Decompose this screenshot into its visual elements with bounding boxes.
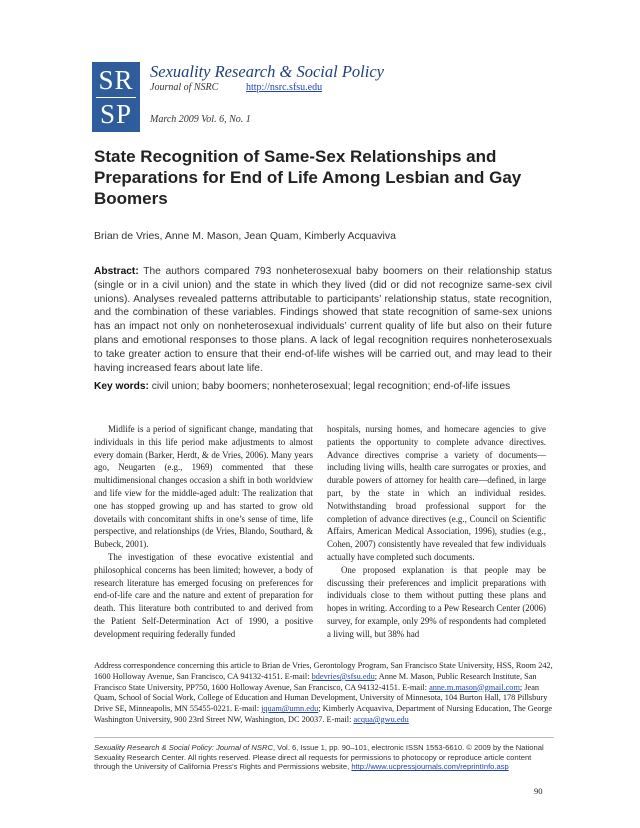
body-column-right bbox=[327, 423, 546, 641]
body-paragraph: hospitals, nursing homes, and homecare agencies to give patients the opportunity to complete advance directives. Advance directives comprise a variety of documents—including living wills, health care surrogates or proxies, and durable powers of attorney for health care—defined, in large part, by the state in which an individual resides. Notwithstanding broad professional support for the completion of advance directives (e.g., Council on Scientific Affairs, American Medical Association, 1996), studies (e.g., Cohen, 2007) consistently have revealed that few individuals actually have completed such documents. bbox=[327, 424, 546, 562]
email-link[interactable]: jquam@umn.edu bbox=[261, 704, 319, 714]
email-link[interactable]: acqua@gwu.edu bbox=[353, 714, 409, 724]
citation-footer bbox=[94, 743, 554, 772]
issue-info: March 2009 Vol. 6, No. 1 bbox=[150, 114, 251, 125]
body-paragraph: The investigation of these evocative existential and philosophical concerns has been limited; however, a body of research literature has emerged focusing on preferences for end-of-life care and the nature and extent of preparation for death. This literature both contributed to and derived from the Patient Self-Determination Act of 1990, a positive development requiring federally funded bbox=[94, 551, 313, 639]
logo-divider bbox=[96, 97, 136, 98]
abstract-text: The authors compared 793 nonheterosexual baby boomers on their relationship status (single or in a civil union) and the state in which they lived (did or did not recognize same-sex civil unions). Analyses revealed patterns attributable to participants’ relationship status, state recognition, and the combination of these variables. Findings showed that state recognition of same-sex unions has an impact not only on nonheterosexual individuals’ current quality of life but also on their future plans and emotional responses to those plans. A lack of legal recognition requires nonheterosexuals to take greater action to ensure that their end-of-life wishes will be carried out, and may lead to their having increased fears about late life. bbox=[94, 266, 552, 374]
correspondence-text: Address correspondence concerning this article to Brian de Vries, Gerontology Program, San Francisco State University, HSS, Room 242, 1600 Holloway Avenue, San Francisco, CA 94132-4151. E-mail: bbox=[94, 661, 553, 681]
journal-url-link[interactable]: http://nsrc.sfsu.edu bbox=[246, 82, 323, 93]
journal-subtitle: Journal of NSRC bbox=[150, 82, 219, 93]
logo-bottom-letters: SP bbox=[99, 98, 133, 129]
page-number: 90 bbox=[534, 786, 543, 796]
footer-text: , Vol. 6, Issue 1, pp. 90–101, electronic ISSN 1553-6610. © 2009 by the National Sexuality Research Center. All rights reserved. Please direct all requests for permissions to photocopy or reproduce article content through the University of California Press’s Rights and Permissions website, bbox=[94, 743, 544, 772]
logo-top-letters: SR bbox=[98, 64, 134, 95]
keywords bbox=[94, 381, 552, 392]
abstract bbox=[94, 265, 552, 375]
correspondence-text: ; Anne M. Mason, Public Research Institute, San Francisco State University, PP750, 1600 Holloway Avenue, San Francisco, CA 94132-4151. E-mail: bbox=[94, 671, 537, 692]
body-paragraph: Midlife is a period of significant change, mandating that individuals in this life period make adjustments to almost every domain (Barker, Herdt, & de Vries, 2006). Many years ago, Neugarten (e.g., 1969) commented that these multidimensional changes occasion a shift in both worldview and life view for the middle-aged adult: The realization that one has stopped growing up and has started to grow old dovetails with concomitant shifts in one’s sense of time, life perspective, and relationships (de Vries, Blando, Southard, & Bubeck, 2001). bbox=[94, 424, 313, 550]
email-link[interactable]: bdevries@sfsu.edu bbox=[311, 671, 375, 681]
body-paragraph: One proposed explanation is that people may be discussing their preferences and implicit preparations with individuals close to them without putting these plans and hopes in writing. According to a Pew Research Center (2006) survey, for example, only 29% of respondents had completed a living will, but 38% had bbox=[327, 564, 546, 639]
keywords-label: Key words: bbox=[94, 381, 149, 392]
article-title: State Recognition of Same-Sex Relationships and Preparations for End of Life Among Lesbian and Gay Boomers bbox=[94, 147, 522, 208]
footer-divider bbox=[94, 737, 554, 738]
journal-title: Sexuality Research & Social Policy bbox=[150, 62, 384, 81]
reprint-info-link[interactable]: http://www.ucpressjournals.com/reprintInfo.asp bbox=[351, 762, 509, 772]
abstract-label: Abstract: bbox=[94, 266, 139, 277]
footer-journal-name: Sexuality Research & Social Policy: Journal of NSRC bbox=[94, 743, 273, 752]
correspondence-text: ; Kimberly Acquaviva, Department of Nursing Education, The George Washington University, 900 23rd Street NW, Washington, DC 20037. E-mail: bbox=[94, 704, 553, 724]
correspondence-text: ; Jean Quam, School of Social Work, College of Education and Human Development, University of Minnesota, 104 Burton Hall, 178 Pillsbury Drive SE, Minneapolis, MN 55455-0221. E-mail: bbox=[94, 682, 548, 714]
correspondence-note bbox=[94, 661, 554, 726]
keywords-text: civil union; baby boomers; nonheterosexual; legal recognition; end-of-life issues bbox=[151, 381, 511, 392]
body-column-left bbox=[94, 423, 313, 641]
journal-logo bbox=[92, 62, 140, 132]
email-link[interactable]: anne.m.mason@gmail.com bbox=[429, 682, 520, 692]
article-authors: Brian de Vries, Anne M. Mason, Jean Quam, Kimberly Acquaviva bbox=[94, 230, 396, 242]
